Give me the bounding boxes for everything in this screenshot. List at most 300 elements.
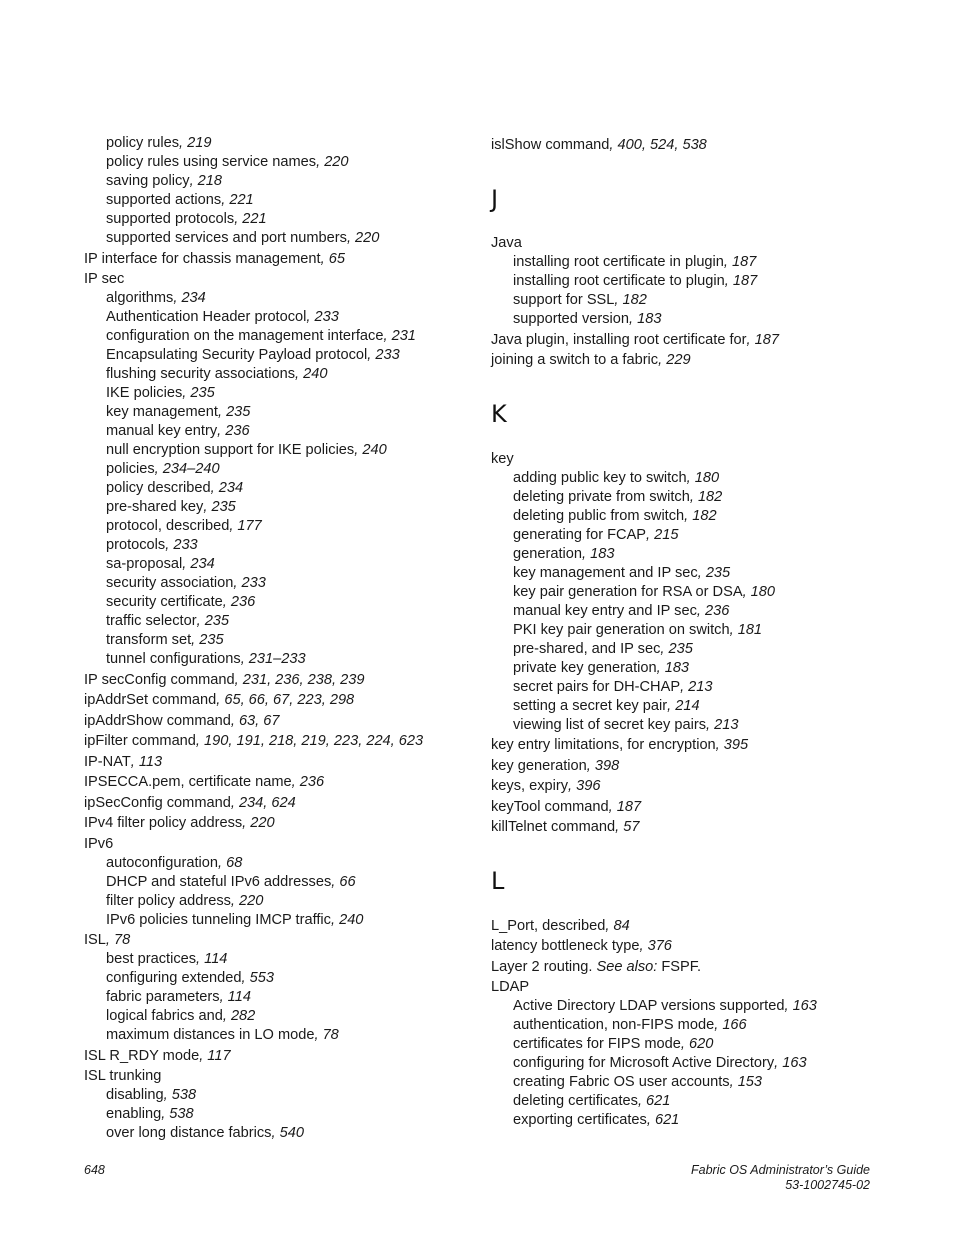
page-reference[interactable]: 180 <box>694 469 720 486</box>
section-spacer <box>491 155 891 185</box>
page-reference[interactable]: 376 <box>647 938 672 954</box>
index-subentry <box>491 564 891 583</box>
page-separator: , <box>686 469 695 486</box>
page-reference[interactable]: 553 <box>249 970 274 986</box>
page-reference[interactable]: 621 <box>654 1112 680 1128</box>
page-separator: , <box>217 423 226 439</box>
index-subentry <box>491 545 891 564</box>
page-separator: , <box>742 583 751 600</box>
page-separator: , <box>295 366 304 382</box>
page-separator: , <box>191 632 200 648</box>
index-term: secret pairs for DH-CHAP <box>513 678 681 695</box>
see-also-label: See also: <box>596 958 658 975</box>
index-entry <box>491 978 891 997</box>
index-term: LDAP <box>491 979 530 995</box>
index-subentry <box>84 555 474 574</box>
page-separator: , <box>646 1112 655 1128</box>
index-term: ipFilter command <box>84 733 196 749</box>
page-reference[interactable]: 231 <box>391 328 416 344</box>
index-entry <box>84 671 474 690</box>
guide-title: Fabric OS Administrator’s Guide <box>691 1163 870 1177</box>
index-entry <box>84 732 474 751</box>
index-term: saving policy <box>106 173 190 189</box>
index-term: pre-shared key <box>106 499 204 515</box>
index-term: flushing security associations <box>106 366 295 382</box>
page-reference[interactable]: 153 <box>737 1074 763 1090</box>
index-entry <box>84 931 474 950</box>
index-term: policy rules <box>106 135 179 151</box>
page-separator: , <box>637 1093 647 1109</box>
page-reference[interactable]: 190, 191, 218, 219, 223, 224, 623 <box>204 733 424 749</box>
index-term: generating for FCAP <box>513 526 647 543</box>
page-separator: , <box>615 819 624 835</box>
index-term: IPv4 filter policy address <box>84 815 243 831</box>
page-separator: , <box>784 998 793 1014</box>
page-separator: , <box>729 621 738 638</box>
index-entry <box>84 1047 474 1066</box>
index-entry <box>84 814 474 833</box>
page-separator: , <box>608 798 617 815</box>
index-term: exporting certificates <box>513 1112 647 1128</box>
index-subentry <box>84 422 474 441</box>
index-entry <box>491 958 891 977</box>
index-subentry <box>491 310 891 329</box>
index-subentry <box>84 365 474 384</box>
page-reference[interactable]: 236 <box>225 423 250 439</box>
index-term: private key generation <box>513 659 657 676</box>
page-reference[interactable]: 395 <box>723 737 749 753</box>
index-subentry <box>84 969 474 988</box>
page-reference[interactable]: 221 <box>229 192 254 208</box>
page-reference[interactable]: 117 <box>207 1047 231 1064</box>
page-separator: , <box>639 938 648 954</box>
page-separator: , <box>746 331 755 348</box>
index-subentry <box>491 272 891 291</box>
page-reference[interactable]: 235 <box>199 632 224 648</box>
index-subentry <box>84 631 474 650</box>
index-entry <box>84 250 474 269</box>
index-subentry <box>84 873 474 892</box>
index-term: fabric parameters <box>106 989 220 1005</box>
index-term: transform set <box>106 632 192 648</box>
index-subentry <box>491 1092 891 1111</box>
page-reference[interactable]: 221 <box>242 211 267 227</box>
index-term: key <box>491 450 514 467</box>
page-reference[interactable]: 182 <box>622 292 647 308</box>
index-term: IP sec <box>84 271 125 287</box>
page-reference[interactable]: 620 <box>689 1036 714 1052</box>
index-term: IP interface for chassis management <box>84 250 321 267</box>
page-separator: , <box>161 1106 170 1122</box>
page-reference[interactable]: 236 <box>299 774 325 790</box>
page-reference[interactable]: 163 <box>792 998 817 1014</box>
index-term: supported protocols <box>106 211 235 227</box>
index-entry <box>84 691 474 710</box>
index-term: keys, expiry <box>491 778 569 794</box>
page-reference[interactable]: 187 <box>754 331 779 348</box>
page-separator: , <box>189 173 198 189</box>
page-separator: , <box>196 951 205 967</box>
section-spacer <box>491 837 891 867</box>
page-reference[interactable]: 235 <box>226 404 251 420</box>
index-term: configuring extended <box>106 970 242 986</box>
index-subentry <box>84 536 474 555</box>
page-reference[interactable]: 214 <box>675 697 700 714</box>
page-separator: , <box>568 778 577 794</box>
page-reference[interactable]: 235 <box>705 564 731 581</box>
index-term: adding public key to switch <box>513 469 687 486</box>
page-separator: , <box>203 499 212 515</box>
page-reference[interactable]: 78 <box>114 932 131 948</box>
page-reference[interactable]: 231–233 <box>248 651 306 667</box>
page-reference[interactable]: 235 <box>204 613 230 629</box>
index-term: security certificate <box>106 594 223 610</box>
page-separator: , <box>196 613 205 629</box>
index-subentry <box>84 892 474 911</box>
index-term: logical fabrics and <box>106 1008 223 1024</box>
page-separator: , <box>614 292 623 308</box>
page-separator: , <box>241 970 250 986</box>
page-separator: , <box>605 917 614 934</box>
index-term: algorithms <box>106 290 174 306</box>
index-term: deleting public from switch <box>513 507 685 524</box>
page-reference[interactable]: 220 <box>355 230 380 246</box>
page-reference[interactable]: 219 <box>187 135 212 151</box>
page-separator: , <box>154 461 163 477</box>
index-term: null encryption support for IKE policies <box>106 442 355 458</box>
page-reference[interactable]: 235 <box>211 499 236 515</box>
page-separator: , <box>230 712 239 729</box>
index-term: IPv6 <box>84 835 114 852</box>
page-reference[interactable]: 621 <box>646 1093 671 1109</box>
page-separator: , <box>217 854 227 871</box>
page-separator: , <box>306 309 315 325</box>
page-separator: , <box>179 135 188 151</box>
page-separator: , <box>320 250 329 267</box>
index-term: installing root certificate to plugin <box>513 273 725 289</box>
index-entry <box>491 736 891 755</box>
index-term: ipSecConfig command <box>84 794 231 811</box>
index-term: configuring for Microsoft Active Directory <box>513 1055 775 1071</box>
page-reference[interactable]: 65 <box>328 250 345 267</box>
document-number: 53-1002745-02 <box>785 1178 870 1192</box>
index-subentry <box>84 1026 474 1045</box>
document-footer <box>691 1163 870 1193</box>
page-separator: , <box>680 1036 689 1052</box>
page-reference[interactable]: 396 <box>576 778 601 794</box>
index-subentry <box>84 988 474 1007</box>
index-subentry <box>84 612 474 631</box>
page-reference[interactable]: 215 <box>654 526 679 543</box>
page-separator: , <box>696 602 705 619</box>
page-reference[interactable]: 540 <box>279 1125 304 1141</box>
page-reference[interactable]: 236 <box>705 602 730 619</box>
page-reference[interactable]: 177 <box>237 518 262 534</box>
index-term: creating Fabric OS user accounts <box>513 1074 730 1090</box>
page-separator: , <box>222 594 231 610</box>
page-reference[interactable]: 183 <box>590 545 615 562</box>
index-term: key management <box>106 404 218 420</box>
page-separator: , <box>173 290 182 306</box>
page-reference[interactable]: 182 <box>697 488 723 505</box>
index-term: Java <box>491 235 522 251</box>
index-entry <box>491 818 891 837</box>
index-letter-heading: J <box>491 184 499 213</box>
index-entry <box>491 917 891 936</box>
index-term: configuration on the management interface <box>106 328 384 344</box>
index-term: sa-proposal <box>106 556 183 572</box>
page-separator: , <box>229 518 238 534</box>
index-entry <box>84 270 474 289</box>
index-term: DHCP and stateful IPv6 addresses <box>106 873 332 890</box>
index-term: setting a secret key pair <box>513 697 668 714</box>
page-reference[interactable]: 163 <box>782 1055 807 1071</box>
page-separator: , <box>165 537 174 553</box>
page-separator: , <box>199 1047 208 1064</box>
index-term: generation <box>513 545 582 562</box>
page-separator: , <box>724 273 733 289</box>
page-reference[interactable]: 183 <box>637 311 662 327</box>
index-subentry <box>491 1054 891 1073</box>
index-subentry <box>491 488 891 507</box>
page-reference[interactable]: 229 <box>666 352 691 368</box>
index-subentry <box>84 498 474 517</box>
index-term: ISL trunking <box>84 1068 162 1084</box>
index-term: protocols <box>106 537 166 553</box>
index-entry <box>491 331 891 350</box>
index-term: supported services and port numbers <box>106 230 347 246</box>
index-subentry <box>84 327 474 346</box>
page-reference[interactable]: 78 <box>322 1027 339 1043</box>
index-subentry <box>84 479 474 498</box>
index-entry <box>84 794 474 813</box>
index-term: ISL R_RDY mode <box>84 1047 200 1064</box>
page-separator: , <box>689 488 698 505</box>
index-term: viewing list of secret key pairs <box>513 716 707 733</box>
page-reference[interactable]: 240 <box>303 366 328 382</box>
index-subentry <box>491 291 891 310</box>
index-subentry <box>491 678 891 697</box>
page-reference[interactable]: 235 <box>668 640 693 657</box>
page-reference[interactable]: 114 <box>204 951 228 967</box>
page-separator: , <box>130 753 139 770</box>
index-term: ISL <box>84 932 106 948</box>
index-term: support for SSL <box>513 292 615 308</box>
index-term: latency bottleneck type <box>491 938 640 954</box>
index-subentry <box>84 210 474 229</box>
index-term: tunnel configurations <box>106 651 241 667</box>
index-entry <box>491 234 891 253</box>
index-entry <box>491 937 891 956</box>
page-reference[interactable]: 234–240 <box>162 461 220 477</box>
page-separator: , <box>242 815 251 831</box>
index-column-left <box>84 134 474 1143</box>
index-term: killTelnet command <box>491 819 616 835</box>
page-separator: , <box>105 932 115 948</box>
section-spacer <box>491 213 891 233</box>
index-subentry <box>84 460 474 479</box>
index-term: deleting certificates <box>513 1093 638 1109</box>
page-reference[interactable]: 233 <box>241 575 266 591</box>
index-term: installing root certificate in plugin <box>513 254 724 270</box>
index-subentry <box>491 1016 891 1035</box>
page-separator: , <box>230 794 239 811</box>
index-subentry <box>491 716 891 735</box>
page-reference[interactable]: 113 <box>138 753 163 770</box>
index-subentry <box>491 697 891 716</box>
page-separator: , <box>729 1074 738 1090</box>
index-subentry <box>491 659 891 678</box>
page-reference[interactable]: 183 <box>664 659 690 676</box>
index-term: manual key entry <box>106 423 218 439</box>
index-term: PKI key pair generation on switch <box>513 621 730 638</box>
index-subentry <box>84 911 474 930</box>
page-reference[interactable]: 236 <box>230 594 256 610</box>
index-subentry <box>491 1035 891 1054</box>
page-reference[interactable]: 235 <box>190 385 215 401</box>
index-column-right <box>491 134 891 1130</box>
page-reference[interactable]: 220 <box>239 892 264 909</box>
index-subentry <box>84 308 474 327</box>
page-separator: , <box>706 716 715 733</box>
page-separator: , <box>354 442 363 458</box>
page-reference[interactable]: 218 <box>197 173 223 189</box>
page-separator: , <box>217 404 227 420</box>
page-separator: , <box>609 136 618 153</box>
page-separator: , <box>182 556 191 572</box>
index-subentry <box>84 153 474 172</box>
index-entry <box>84 712 474 731</box>
page-separator: , <box>314 1027 323 1043</box>
index-subentry <box>491 1111 891 1130</box>
page-reference[interactable]: 213 <box>688 678 713 695</box>
page-reference[interactable]: 84 <box>613 917 630 934</box>
index-term: protocol, described <box>106 518 230 534</box>
page-separator: , <box>697 564 706 581</box>
page-separator: , <box>195 733 205 749</box>
page-separator: , <box>658 352 667 368</box>
page-reference[interactable]: 180 <box>750 583 776 600</box>
index-term: filter policy address <box>106 892 231 909</box>
page-separator: , <box>714 1017 723 1033</box>
page-separator: , <box>346 230 356 246</box>
index-subentry <box>491 621 891 640</box>
page-reference[interactable]: 240 <box>362 442 387 458</box>
index-subentry <box>84 650 474 669</box>
page-reference[interactable]: 538 <box>171 1087 197 1103</box>
page-reference[interactable]: 538 <box>169 1106 194 1122</box>
page-separator: , <box>216 692 225 708</box>
index-entry <box>491 757 891 776</box>
page-reference[interactable]: 187 <box>732 254 757 270</box>
page-reference[interactable]: 220 <box>324 154 349 170</box>
page-separator: , <box>210 480 219 496</box>
page-reference[interactable]: 181 <box>737 621 763 638</box>
page-separator: , <box>219 989 228 1005</box>
index-subentry <box>84 289 474 308</box>
index-term: IP secConfig command <box>84 671 235 688</box>
index-term: certificates for FIPS mode <box>513 1036 681 1052</box>
index-subentry <box>84 1086 474 1105</box>
index-subentry <box>84 854 474 873</box>
page-separator: , <box>723 254 733 270</box>
index-subentry <box>84 1105 474 1124</box>
page-separator: , <box>715 737 724 753</box>
index-term: key generation <box>491 757 587 774</box>
index-term: IPSECCA.pem, certificate name <box>84 774 292 790</box>
page-reference[interactable]: 66 <box>339 873 356 890</box>
page-reference[interactable]: 234, 624 <box>238 794 296 811</box>
index-term: autoconfiguration <box>106 854 218 871</box>
index-subentry <box>84 403 474 422</box>
page-reference[interactable]: 234 <box>181 290 206 306</box>
page-separator: , <box>656 659 665 676</box>
page-reference[interactable]: 234 <box>218 480 244 496</box>
index-subentry <box>491 1073 891 1092</box>
index-term: manual key entry and IP sec <box>513 602 697 619</box>
page-separator: , <box>240 651 249 667</box>
page-reference[interactable]: 63, 67 <box>238 712 280 729</box>
index-term: over long distance fabrics <box>106 1125 272 1141</box>
page-reference[interactable]: 114 <box>227 989 251 1005</box>
page-reference[interactable]: 166 <box>722 1017 747 1033</box>
page-separator: , <box>271 1125 280 1141</box>
index-subentry <box>84 384 474 403</box>
page-reference[interactable]: 398 <box>594 757 620 774</box>
index-entry <box>491 777 891 796</box>
index-term: joining a switch to a fabric <box>491 352 659 368</box>
index-subentry <box>84 593 474 612</box>
page-reference[interactable]: 233 <box>375 347 400 363</box>
page-separator: , <box>234 671 243 688</box>
index-entry <box>491 351 891 370</box>
page-reference[interactable]: 231, 236, 238, 239 <box>242 671 365 688</box>
index-letter-heading: K <box>491 400 507 428</box>
page-separator: , <box>646 526 655 543</box>
page-reference[interactable]: 187 <box>732 273 758 289</box>
page-reference[interactable]: 233 <box>314 309 339 325</box>
page-separator: , <box>234 211 243 227</box>
index-subentry <box>491 469 891 488</box>
index-entry <box>491 450 891 469</box>
page-reference[interactable]: 220 <box>250 815 275 831</box>
page-reference[interactable]: 68 <box>226 854 243 871</box>
index-term: supported version <box>513 311 630 327</box>
page-reference[interactable]: 65, 66, 67, 223, 298 <box>224 692 355 708</box>
page-reference[interactable]: 234 <box>190 556 215 572</box>
page-reference[interactable]: 240 <box>339 911 364 928</box>
page-reference[interactable]: 213 <box>714 716 739 733</box>
page-separator: , <box>684 507 693 524</box>
index-term: disabling <box>106 1087 164 1103</box>
page-reference[interactable]: 233 <box>173 537 198 553</box>
page-separator: , <box>581 545 591 562</box>
page-reference[interactable]: 57 <box>623 819 640 835</box>
page-reference[interactable]: 182 <box>692 507 717 524</box>
page-separator: , <box>222 1008 231 1024</box>
index-subentry <box>491 640 891 659</box>
section-spacer <box>491 895 891 915</box>
index-subentry <box>84 1124 474 1143</box>
index-term: traffic selector <box>106 613 197 629</box>
page-reference[interactable]: 282 <box>230 1008 256 1024</box>
see-also-reference: FSPF. <box>657 958 702 975</box>
index-term: policies <box>106 461 155 477</box>
page-reference[interactable]: 187 <box>616 798 642 815</box>
page-reference[interactable]: 400, 524, 538 <box>617 136 707 153</box>
index-subentry <box>491 602 891 621</box>
index-subentry <box>84 172 474 191</box>
